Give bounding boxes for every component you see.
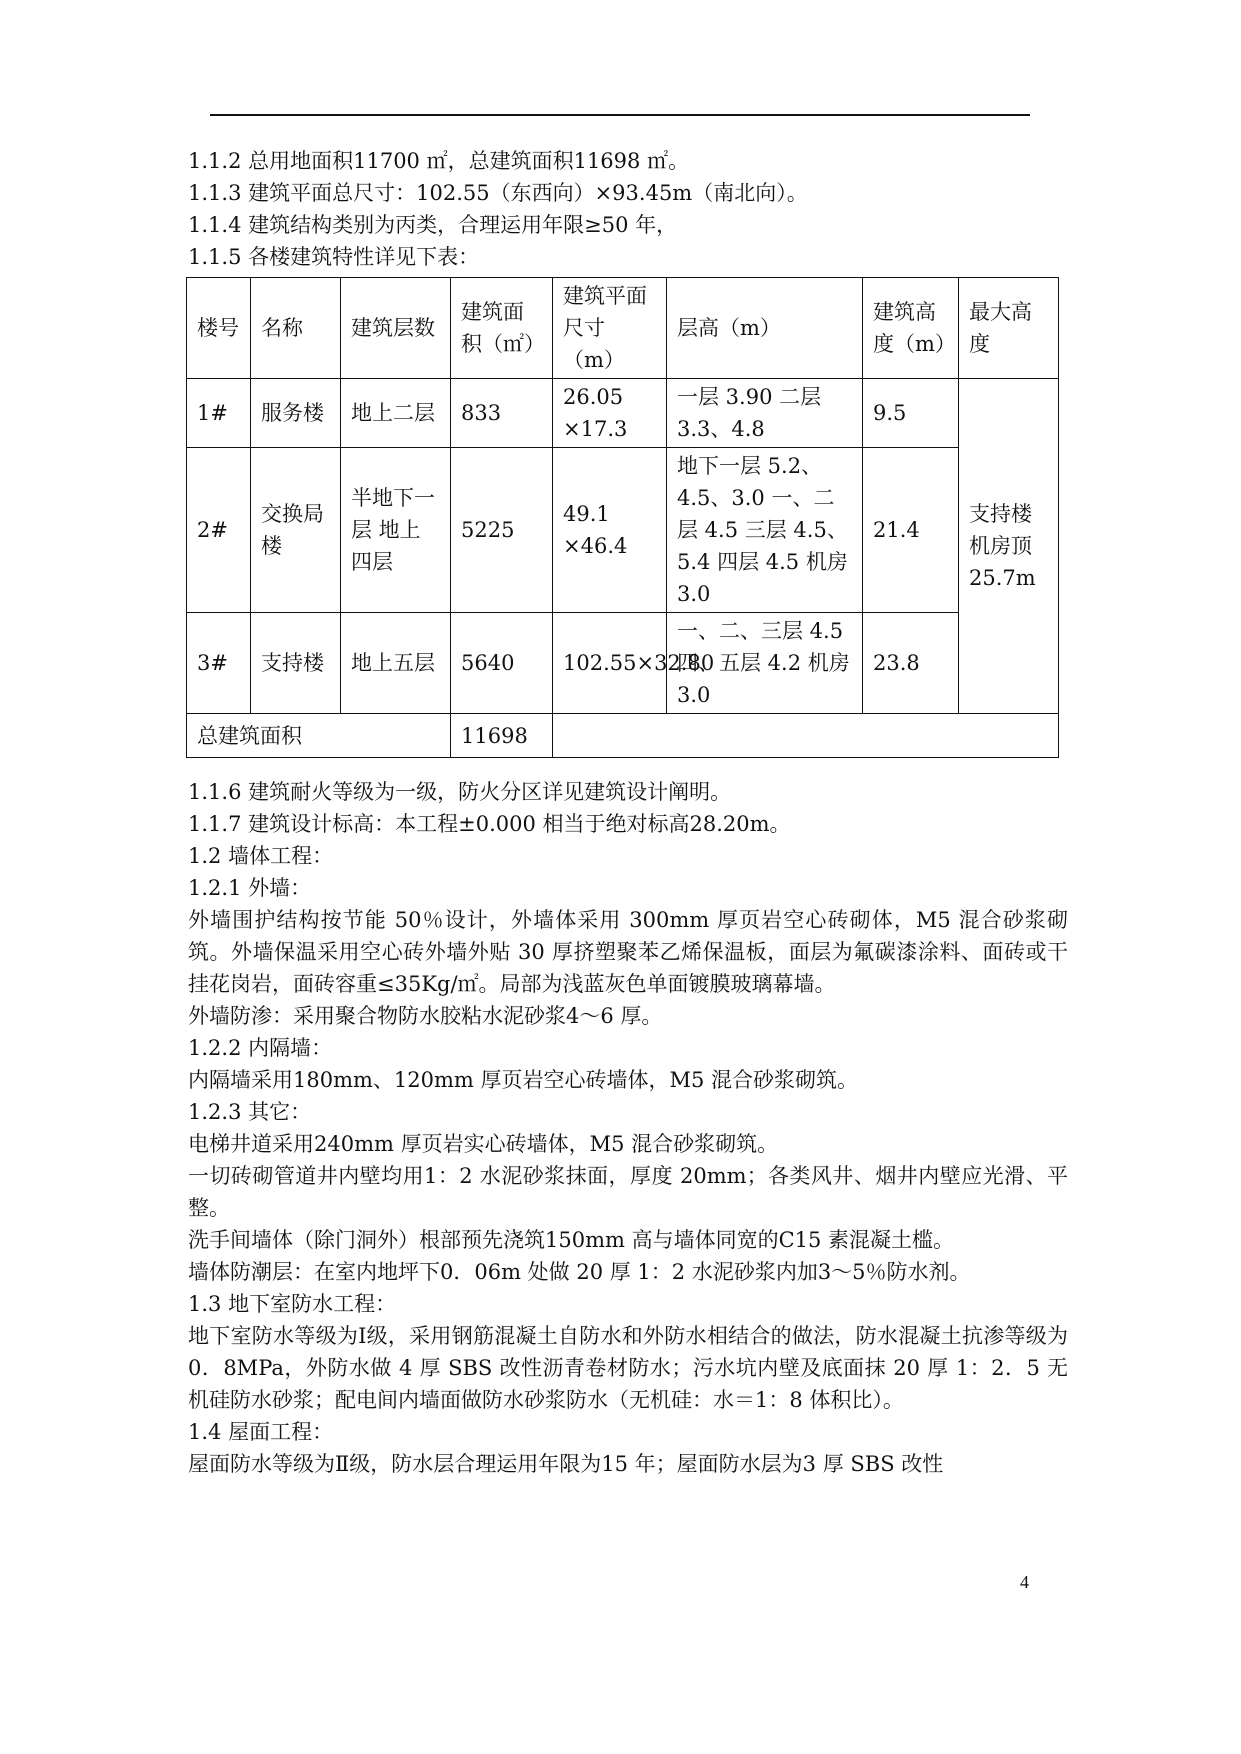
line-1-1-2: 1.1.2 总用地面积11700 ㎡，总建筑面积11698 ㎡。 (188, 149, 690, 173)
heading-1-2: 1.2 墙体工程： (188, 844, 334, 868)
heading-1-2-1: 1.2.1 外墙： (188, 876, 312, 900)
header-cell: 建筑平面尺寸（m） (553, 278, 667, 379)
building-spec-table (186, 277, 1059, 758)
total-row-empty (553, 714, 1059, 758)
building-height: 21.4 (863, 448, 959, 613)
table-header-row (187, 278, 1059, 379)
header-cell: 建筑高度（m） (863, 278, 959, 379)
intro-section (188, 145, 1068, 273)
max-height-cell: 支持楼机房顶25.7m (959, 379, 1059, 714)
table-row (187, 379, 1059, 448)
header-cell: 建筑面积（㎡） (451, 278, 553, 379)
line-elevator-shaft: 电梯井道采用240mm 厚页岩实心砖墙体，M5 混合砂浆砌筑。 (188, 1132, 779, 1156)
table-row (187, 448, 1059, 613)
line-roof-waterproof: 屋面防水等级为Ⅱ级，防水层合理运用年限为15 年；屋面防水层为3 厚 SBS 改性 (188, 1452, 944, 1476)
line-damp-proof: 墙体防潮层：在室内地坪下0．06m 处做 20 厚 1：2 水泥砂浆内加3～5％防水剂。 (188, 1260, 971, 1284)
table-total-row (187, 714, 1059, 758)
building-height: 23.8 (863, 613, 959, 714)
heading-1-3: 1.3 地下室防水工程： (188, 1292, 397, 1316)
table-row (187, 613, 1059, 714)
building-size: 49.1 ×46.4 (553, 448, 667, 613)
building-name: 服务楼 (251, 379, 341, 448)
building-floors: 地上五层 (341, 613, 451, 714)
building-number: 1# (187, 379, 251, 448)
header-cell: 建筑层数 (341, 278, 451, 379)
line-1-1-7: 1.1.7 建筑设计标高：本工程±0.000 相当于绝对标高28.20m。 (188, 812, 791, 836)
heading-1-4: 1.4 屋面工程： (188, 1420, 334, 1444)
heading-1-2-3: 1.2.3 其它： (188, 1100, 312, 1124)
building-height: 9.5 (863, 379, 959, 448)
building-area: 5225 (451, 448, 553, 613)
header-cell: 名称 (251, 278, 341, 379)
header-cell: 最大高度 (959, 278, 1059, 379)
floor-height: 地下一层 5.2、4.5、3.0 一、二层 4.5 三层 4.5、5.4 四层 4.5 机房 3.0 (667, 448, 863, 613)
body-section (188, 776, 1068, 1480)
line-restroom-wall: 洗手间墙体（除门洞外）根部预先浇筑150mm 高与墙体同宽的C15 素混凝土槛。 (188, 1228, 955, 1252)
paragraph-pipe-shaft: 一切砖砌管道井内壁均用1：2 水泥砂浆抹面，厚度 20mm；各类风井、烟井内壁应光滑、平整。 (188, 1164, 1068, 1220)
building-size: 26.05 ×17.3 (553, 379, 667, 448)
line-1-1-4: 1.1.4 建筑结构类别为丙类，合理运用年限≥50 年， (188, 213, 678, 237)
paragraph-basement-waterproof: 地下室防水等级为Ⅰ级，采用钢筋混凝土自防水和外防水相结合的做法，防水混凝土抗渗等级为 0．8MPa，外防水做 4 厚 SBS 改性沥青卷材防水；污水坑内壁及底面抹 20 厚 1：2．5 无机硅防水砂浆；配电间内墙面做防水砂浆防水（无机硅：水＝1：8 体积比）。 (188, 1324, 1068, 1412)
header-cell: 层高（m） (667, 278, 863, 379)
building-floors: 地上二层 (341, 379, 451, 448)
building-area: 5640 (451, 613, 553, 714)
paragraph-exterior-wall: 外墙围护结构按节能 50％设计，外墙体采用 300mm 厚页岩空心砖砌体，M5 混合砂浆砌筑。外墙保温采用空心砖外墙外贴 30 厚挤塑聚苯乙烯保温板，面层为氟碳漆涂料、面砖或干挂花岗岩，面砖容重≤35Kg/㎡。局部为浅蓝灰色单面镀膜玻璃幕墙。 (188, 908, 1068, 996)
header-rule (210, 114, 1030, 116)
building-name: 支持楼 (251, 613, 341, 714)
building-area: 833 (451, 379, 553, 448)
line-1-1-3: 1.1.3 建筑平面总尺寸：102.55（东西向）×93.45m（南北向）。 (188, 181, 808, 205)
total-area-value: 11698 (451, 714, 553, 758)
building-number: 2# (187, 448, 251, 613)
header-cell: 楼号 (187, 278, 251, 379)
line-interior-wall: 内隔墙采用180mm、120mm 厚页岩空心砖墙体，M5 混合砂浆砌筑。 (188, 1068, 859, 1092)
line-exterior-waterproof: 外墙防渗：采用聚合物防水胶粘水泥砂浆4～6 厚。 (188, 1004, 663, 1028)
building-number: 3# (187, 613, 251, 714)
floor-height: 一、二、三层 4.5 四、五层 4.2 机房 3.0 (667, 613, 863, 714)
building-size: 102.55×32.80 (553, 613, 667, 714)
building-name: 交换局楼 (251, 448, 341, 613)
line-1-1-5: 1.1.5 各楼建筑特性详见下表： (188, 245, 480, 269)
page-number: 4 (1020, 1572, 1029, 1592)
building-floors: 半地下一层 地上四层 (341, 448, 451, 613)
heading-1-2-2: 1.2.2 内隔墙： (188, 1036, 333, 1060)
line-1-1-6: 1.1.6 建筑耐火等级为一级，防火分区详见建筑设计阐明。 (188, 780, 732, 804)
total-area-label: 总建筑面积 (187, 714, 451, 758)
floor-height: 一层 3.90 二层 3.3、4.8 (667, 379, 863, 448)
